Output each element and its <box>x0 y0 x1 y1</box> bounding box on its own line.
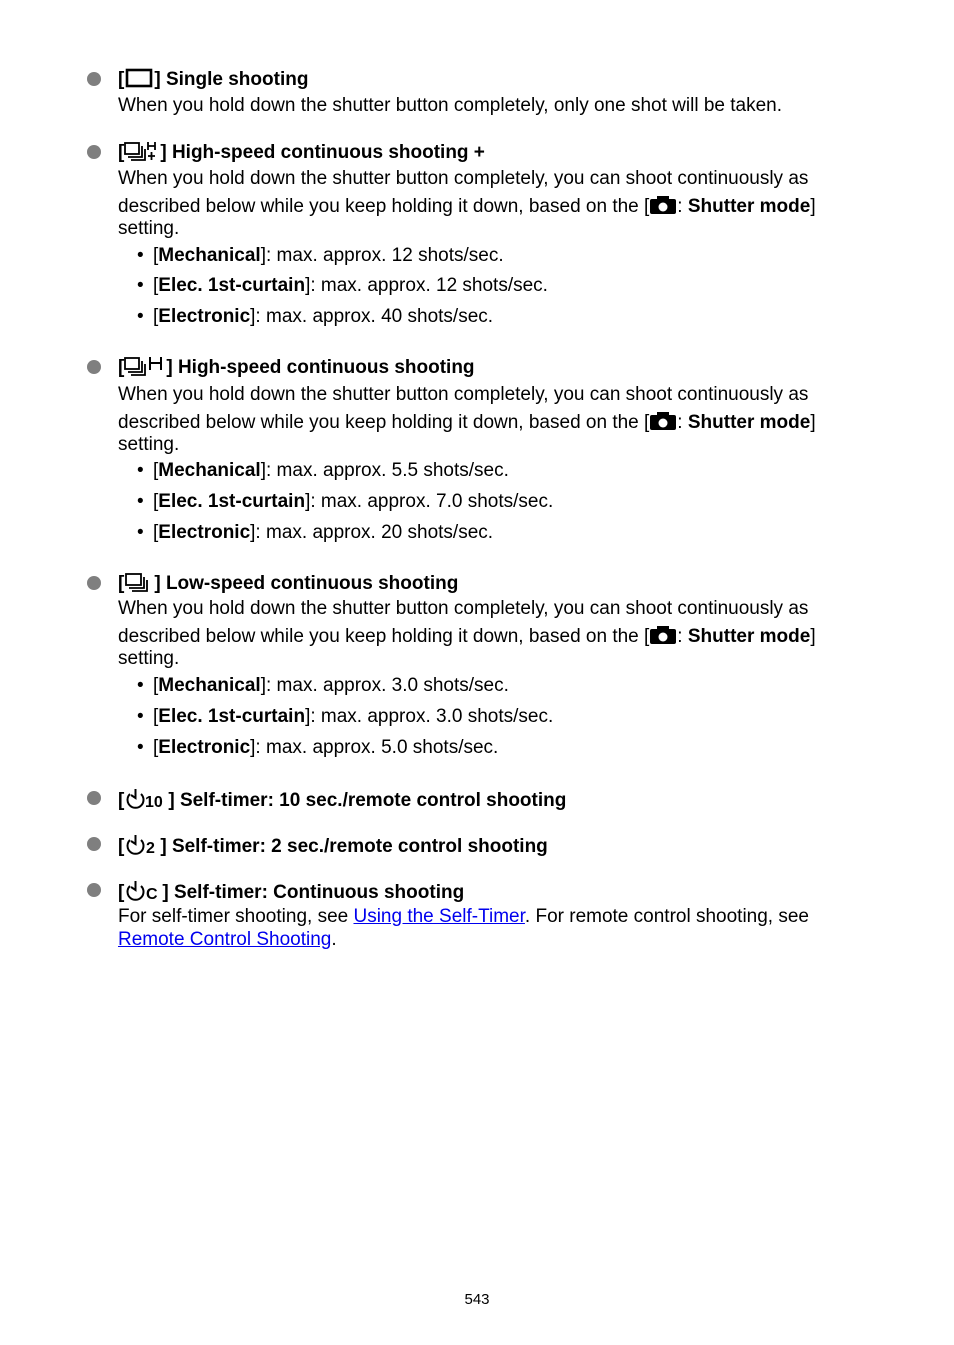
bullet-dot <box>87 72 101 86</box>
link-remote-control-shooting[interactable]: Remote Control Shooting <box>118 929 332 950</box>
svg-text:C: C <box>146 886 158 901</box>
camera-icon <box>649 195 677 215</box>
bullet-dot <box>87 883 101 897</box>
item-title: [ 10 ] Self-timer: 10 sec./remote control shooting <box>118 787 566 812</box>
self-timer-c-icon <box>124 879 162 901</box>
item-title: [ ] Single shooting <box>118 69 309 90</box>
svg-text:2: 2 <box>146 840 156 855</box>
list-item: • [Mechanical]: max. approx. 12 shots/sec. <box>137 245 504 266</box>
item-body-line: setting. <box>118 434 180 455</box>
bullet-dot <box>87 360 101 374</box>
item-body-line: described below while you keep holding it down, based on the [ : Shutter mode] <box>118 626 816 647</box>
item-body-line: setting. <box>118 648 180 669</box>
item-title: [ 2 ] Self-timer: 2 sec./remote control shooting <box>118 833 548 858</box>
list-item: • [Mechanical]: max. approx. 5.5 shots/sec. <box>137 460 509 481</box>
item-body-line: For self-timer shooting, see Using the Self-Timer. For remote control shooting, see <box>118 906 809 927</box>
low-speed-icon <box>124 572 154 592</box>
self-timer-2-icon <box>124 833 160 855</box>
item-body: When you hold down the shutter button completely, only one shot will be taken. <box>118 95 782 116</box>
svg-text:10: 10 <box>145 794 164 809</box>
list-item: • [Elec. 1st-curtain]: max. approx. 12 shots/sec. <box>137 275 548 296</box>
item-body-line: When you hold down the shutter button completely, you can shoot continuously as <box>118 384 809 405</box>
item-body-line: Remote Control Shooting. <box>118 929 337 950</box>
bullet-dot <box>87 145 101 159</box>
page-number: 543 <box>464 1291 490 1308</box>
camera-icon <box>649 411 677 431</box>
single-shooting-icon <box>124 68 154 88</box>
item-title: [ ] High-speed continuous shooting <box>118 357 475 378</box>
link-using-self-timer[interactable]: Using the Self-Timer <box>353 906 525 927</box>
list-item: • [Electronic]: max. approx. 20 shots/sec. <box>137 522 494 543</box>
bullet-dot <box>87 576 101 590</box>
item-body-line: When you hold down the shutter button completely, you can shoot continuously as <box>118 598 809 619</box>
bullet-dot <box>87 791 101 805</box>
bullet-dot <box>87 837 101 851</box>
list-item: • [Elec. 1st-curtain]: max. approx. 3.0 shots/sec. <box>137 706 554 727</box>
high-speed-icon <box>124 356 166 376</box>
high-speed-plus-icon <box>124 141 160 161</box>
list-item: • [Electronic]: max. approx. 5.0 shots/sec. <box>137 737 499 758</box>
list-item: • [Elec. 1st-curtain]: max. approx. 7.0 shots/sec. <box>137 491 554 512</box>
item-title: [ ] Low-speed continuous shooting <box>118 573 459 594</box>
item-body-line: described below while you keep holding it down, based on the [ : Shutter mode] <box>118 412 816 433</box>
self-timer-10-icon <box>124 787 168 809</box>
item-body-line: When you hold down the shutter button completely, you can shoot continuously as <box>118 168 809 189</box>
item-title: [ ] High-speed continuous shooting + <box>118 142 485 163</box>
list-item: • [Mechanical]: max. approx. 3.0 shots/sec. <box>137 675 509 696</box>
item-body-line: setting. <box>118 218 180 239</box>
camera-icon <box>649 625 677 645</box>
item-body-line: described below while you keep holding it down, based on the [ : Shutter mode] <box>118 196 816 217</box>
list-item: • [Electronic]: max. approx. 40 shots/sec. <box>137 306 494 327</box>
item-title: [ C ] Self-timer: Continuous shooting <box>118 879 464 904</box>
